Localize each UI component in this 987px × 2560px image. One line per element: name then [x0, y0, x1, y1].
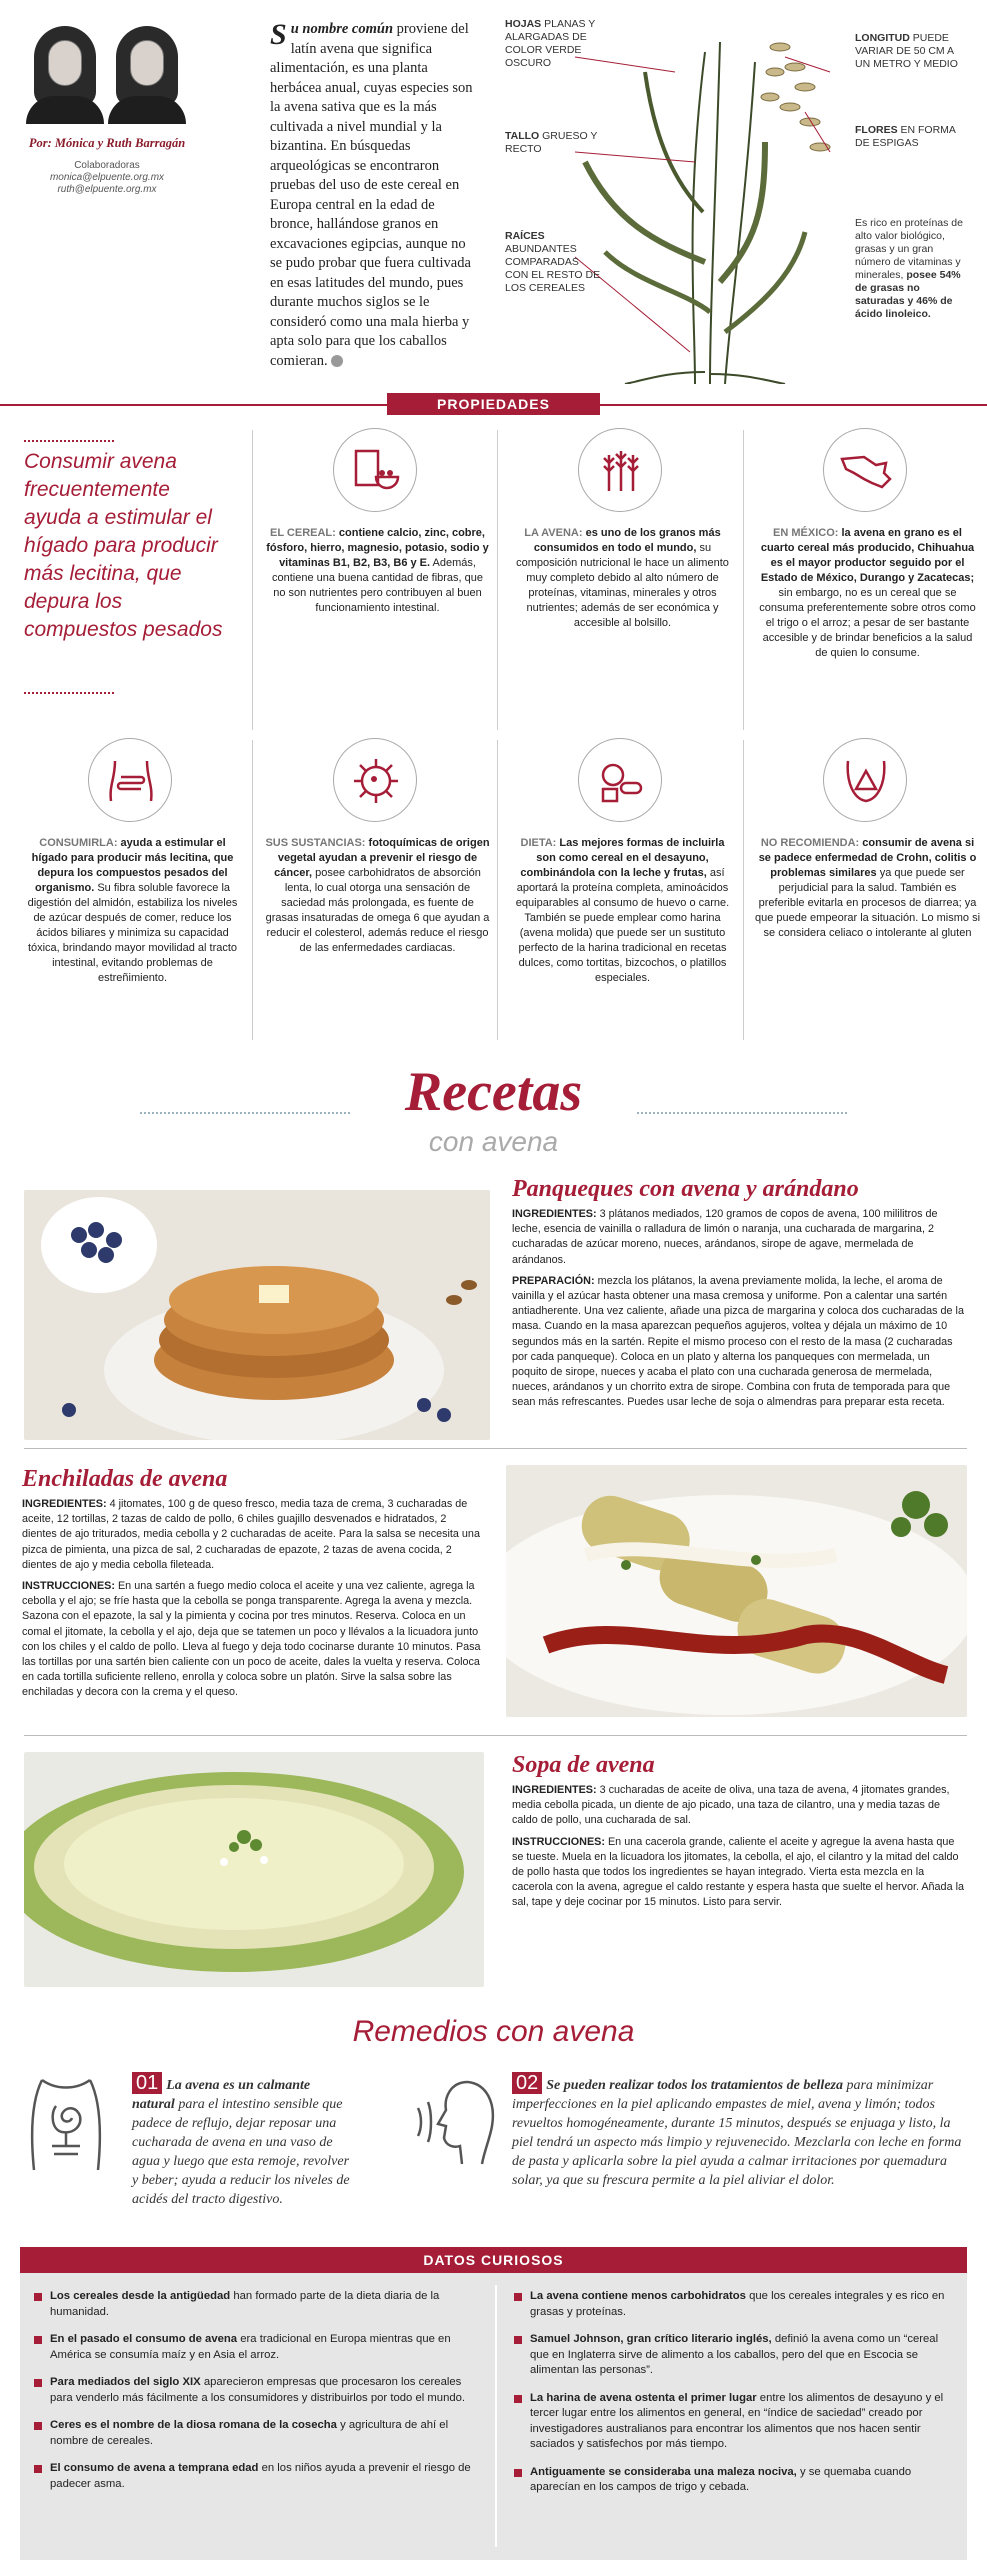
pancakes-photo — [24, 1190, 490, 1440]
remedio-number: 02 — [512, 2072, 542, 2094]
recipe-preparation: PREPARACIÓN: mezcla los plátanos, la avena previamente molida, la leche, el aroma de vainilla y el azúcar hasta obtener una masa cremosa y uniforme. Pon a calentar una sartén antiadherente. Una vez caliente, añade una pizca de margarina y coloca dos cucharadas de la masa. Cuando en la masa aparezcan pequeños agujeros, voltea y déjala un máximo de 10 segundos más en la sartén. Repite el mismo proceso con el resto de la masa (2 cucharadas por cada panqueque). Coloca en un plato y alterna los panqueques con mermelada, un poquito de sirope, nueces y acaba el plato con una cucharada generosa de mermelada, nueces, arándanos y un chorrito extra de sirope. Combina con fruta de temporada para que sean más refrescantes. Puedes usar leche de soja o almendras para preparar esta receta. — [512, 1274, 964, 1409]
label-raices: RAÍCES ABUNDANTES COMPARADAS CON EL RESTO DE LOS CEREALES — [505, 230, 601, 294]
recetas-title: Recetas — [404, 1061, 583, 1123]
prop-dieta: DIETA: Las mejores formas de incluirla son como cereal en el desayuno, combinándola con la leche y frutas, así aportará la proteína completa, aminoácidos equiparables al consumo de huevo o carne. También se puede emplear como harina (avena molida) que puede ser un sustituto perfecto de la harina tradicional en recetas dulces, como tortitas, bizcochos, o platillos especiales. — [515, 837, 730, 984]
dato-item: La avena contiene menos carbohidratos que los cereales integrales y es rico en grasas y proteínas. — [512, 2289, 952, 2320]
prop-avena: LA AVENA: es uno de los granos más consumidos en todo el mundo, su composición nutricional le hace un alimento muy completo debido al alto número de proteínas, vitaminas, minerales y otros nutrientes; además de ser económica y accesible al bolsillo. — [516, 527, 729, 629]
intro-lead: u nombre común — [290, 21, 394, 37]
torso-digestive-icon — [22, 2070, 110, 2180]
authors-block — [22, 18, 192, 228]
dato-item: Los cereales desde la antigüedad han formado parte de la dieta diaria de la humanidad. — [32, 2289, 472, 2320]
recetas-subtitle: con avena — [428, 1126, 559, 1157]
wave-left — [140, 1112, 350, 1122]
pull-quote: Consumir avena frecuentemente ayuda a estimular el hígado para producir más lecitina, que depura los compuestos pesados — [24, 450, 223, 641]
quote-rule-top — [24, 440, 114, 442]
recipe-ingredients: INGREDIENTES: 4 jitomates, 100 g de queso fresco, media taza de crema, 3 cucharadas de aceite, 12 tortillas, 2 tazas de caldo de pollo, 6 chiles guajillo desvenados e hidratados, 2 dientes de ajo triturados, media cebolla y 2 cucharadas de aceite. Para la salsa se necesita una pizca de pimienta, una pizca de sal, 2 cucharadas de epazote, 2 tazas de avena cocida, 2 dientes de ajo y media cebolla fileteada. — [22, 1498, 480, 1571]
soup-photo — [24, 1752, 484, 1987]
recipe-divider — [24, 1448, 967, 1449]
prop-mexico: EN MÉXICO: la avena en grano es el cuarto cereal más producido, Chihuahua es el mayor productor seguido por el Estado de México, Durango y Zacatecas; sin embargo, no es un cereal que se consuma preferentemente sobre otros como el trigo o el arroz; a pesar de ser bastante accesible y de brindar beneficios a la salud de quien lo consume. — [759, 527, 976, 659]
intro-text: proviene del latín avena que significa alimentación, es una planta herbácea anual, cuyas especies son la avena sativa que es la más cultivada a nivel mundial y la bizantina. En búsquedas arqueológicas se encontraron pruebas del uso de este cereal en Europa central en la edad de bronce, hallándose granos en excavaciones egipcias, aunque no se pudo probar que fuera cultivada en esas latitudes del mundo, pues durante muchos siglos se le consideró como una mala hierba y apta solo para que los caballos comieran. — [270, 21, 473, 369]
author-photo-ruth — [108, 26, 186, 124]
dato-item: Para mediados del siglo XIX aparecieron empresas que procesaron los cereales para venderlo más fácilmente a los consumidores y distribuirlos por todo el mundo. — [32, 2375, 472, 2406]
intestine-icon — [88, 738, 172, 822]
datos-curiosos-panel — [20, 2247, 967, 2560]
virus-cell-icon — [333, 738, 417, 822]
prop-cereal: EL CEREAL: contiene calcio, zinc, cobre, fósforo, hierro, magnesio, potasio, sodio y vitaminas B1, B2, B3, B6 y E. Además, contiene una buena cantidad de fibras, que no son nutrientes pero contribuyen al buen funcionamiento intestinal. — [266, 527, 489, 614]
drop-cap: S — [270, 18, 287, 51]
recipe-title: Sopa de avena — [512, 1752, 655, 1778]
recipe-sopa — [512, 1752, 967, 1911]
dato-item: Antiguamente se consideraba una maleza nociva, y se quemaba cuando aparecían en los campos de trigo y cebada. — [512, 2465, 952, 2496]
recipe-instructions: INSTRUCCIONES: En una cacerola grande, caliente el aceite y agregue la avena hasta que se tueste. Muela en la licuadora los jitomates, la cebolla, el ajo, el cilantro y la mitad del caldo de pollo hasta que todos los ingredientes se hayan integrado. Vierta esta mezcla en la cacerola con la avena, agregue el caldo restante y espera hasta que suelte el hervor. Añada la sal, tape y deje cocinar por 15 minutos. Listo para servir. — [512, 1835, 964, 1909]
fruit-diet-icon — [578, 738, 662, 822]
label-tallo: TALLO GRUESO Y RECTO — [505, 130, 598, 155]
datos-list-left — [32, 2289, 472, 2504]
recipe-ingredients: INGREDIENTES: 3 cucharadas de aceite de oliva, una taza de avena, 4 jitomates grandes, media cebolla picada, un diente de ajo picado, una taza de cilantro, una y media tazas de caldo de pollo, una cucharada de sal. — [512, 1784, 950, 1827]
recipe-enchiladas — [22, 1466, 484, 1701]
intro-paragraph — [270, 20, 475, 371]
prop-consumirla: CONSUMIRLA: ayuda a estimular el hígado para producir más lecitina, que depura los compuestos pesados del organismo. Su fibra soluble favorece la digestión del almidón, estabiliza los niveles de azúcar después de comer, reduce los ácidos biliares y minimiza su capacidad tóxica, brindando mayor movilidad al tracto intestinal, evitando problemas de estreñimiento. — [27, 837, 238, 984]
quote-rule-bottom — [24, 692, 114, 694]
datos-list-right — [512, 2289, 952, 2508]
author-photo-monica — [26, 26, 104, 124]
email-ruth[interactable]: ruth@elpuente.org.mx — [57, 184, 157, 195]
remedio-number: 01 — [132, 2072, 162, 2094]
dato-item: Ceres es el nombre de la diosa romana de la cosecha y agricultura de ahí el nombre de cereales. — [32, 2418, 472, 2449]
mexico-map-icon — [823, 428, 907, 512]
wave-right — [637, 1112, 847, 1122]
plant-infographic — [505, 12, 975, 384]
recipe-title: Enchiladas de avena — [22, 1466, 228, 1492]
label-flores: FLORES EN FORMA DE ESPIGAS — [855, 124, 956, 149]
remedio-01: 01 La avena es un calmante natural para el intestino sensible que padece de reflujo, dejar reposar una cucharada de avena en una vaso de agua y luego que esta remoje, revolver y beber; ayuda a reducir los niveles de acidés del tracto digestivo. — [132, 2072, 350, 2207]
label-hojas: HOJAS PLANAS Y ALARGADAS DE COLOR VERDE OSCURO — [505, 18, 596, 69]
label-rico: Es rico en proteínas de alto valor biológico, grasas y un gran número de vitaminas y minerales, posee 54% de grasas no saturadas y 46% de ácido linoleico. — [855, 217, 963, 320]
remedio-02: 02 Se pueden realizar todos los tratamientos de belleza para minimizar imperfecciones en la piel aplicando empastes de miel, avena y limón; todos revueltos homogéneamente, durante 15 minutos, después se enjuaga y listo, la piel tendrá un aspecto más limpio y rejuvenecido. Mezclarla con leche en forma de pasta y aplicarla sobre la piel ayuda a calmar irritaciones por quemadura solar, ya que su frescura permite a la piel aliviar el dolor. — [512, 2072, 962, 2188]
face-skincare-icon — [410, 2072, 510, 2172]
recipe-ingredients: INGREDIENTES: 3 plátanos mediados, 120 gramos de copos de avena, 100 mililitros de leche, esencia de vainilla o ralladura de limón o naranja, una cucharada de margarina, 2 cucharadas de azúcar moreno, nueces, arándanos, sirope de agave, mermelada de arándanos. — [512, 1208, 938, 1266]
dato-item: Samuel Johnson, gran crítico literario inglés, definió la avena como un “cereal que en Inglaterra sirve de alimento a los caballos, pero del que en Escocia se alimentan las personas”. — [512, 2332, 952, 2379]
byline: Por: Mónica y Ruth Barragán — [28, 136, 186, 150]
dato-item: El consumo de avena a temprana edad en los niños ayuda a prevenir el riesgo de padecer asma. — [32, 2461, 472, 2492]
wheat-icon — [578, 428, 662, 512]
email-monica[interactable]: monica@elpuente.org.mx — [49, 172, 165, 183]
label-longitud: LONGITUD PUEDE VARIAR DE 50 CM A UN METRO Y MEDIO — [855, 32, 958, 70]
cereal-box-icon — [333, 428, 417, 512]
end-mark-icon — [331, 355, 343, 367]
remedios-title: Remedios con avena — [0, 2015, 987, 2049]
propiedades-title: PROPIEDADES — [387, 393, 600, 415]
stomach-warning-icon — [823, 738, 907, 822]
prop-no-recomienda: NO RECOMIENDA: consumir de avena si se padece enfermedad de Crohn, colitis o problemas similares ya que puede ser perjudicial para la salud. También es preferible evitarla en procesos de diarrea; ya que puede empeorar la situación. Lo mismo si se considera celiaco o intolerante al gluten — [755, 837, 981, 939]
recipe-pancakes — [512, 1176, 967, 1411]
recipe-divider — [24, 1735, 967, 1736]
recipe-instructions: INSTRUCCIONES: En una sartén a fuego medio coloca el aceite y una vez caliente, agrega la cebolla y el ajo; se fríe hasta que la cebolla se ponga transparente. Agrega la avena y mezcla. Sazona con el epazote, la sal y la pimienta y cocina por tres minutos. Reserva. Coloca en un comal el jitomate, la cebolla y el ajo, deja que se tatemen un poco y llévalos a la licuadora junto con los chiles y el caldo de pollo. Lleva al fuego y deja todo cocinarse durante 10 minutos. Pasa las tortillas por una sartén bien caliente con un poco de aceite, dales la vuelta y reserva. Coloca en cada tortilla suficiente relleno, enrolla y coloca sobre un platón. Sirve la salsa sobre las enchiladas y decora con la crema y el queso. — [22, 1580, 481, 1699]
datos-title: DATOS CURIOSOS — [20, 2247, 967, 2273]
recipe-title: Panqueques con avena y arándano — [512, 1176, 859, 1202]
enchiladas-photo — [506, 1465, 967, 1717]
collab-label: Colaboradoras — [74, 160, 140, 171]
prop-sustancias: SUS SUSTANCIAS: fotoquímicas de origen vegetal ayudan a prevenir el riesgo de cáncer, posee carbohidratos de absorción lenta, lo cual otorga una sensación de saciedad más prolongada, es fuente de grasas insaturadas de omega 6 que ayudan a reducir el colesterol, además reduce el riesgo de las enfermedades cardiacas. — [265, 837, 490, 954]
dato-item: En el pasado el consumo de avena era tradicional en Europa mientras que en América se consumía maíz y en Asia el arroz. — [32, 2332, 472, 2363]
collaborators — [22, 160, 192, 196]
dato-item: La harina de avena ostenta el primer lugar entre los alimentos de desayuno y el tercer lugar entre los alimentos en general, en “índice de saciedad” creado por investigadores australianos para encontrar los alimentos que nos hacen sentir saciados y satisfechos por más tiempo. — [512, 2391, 952, 2453]
